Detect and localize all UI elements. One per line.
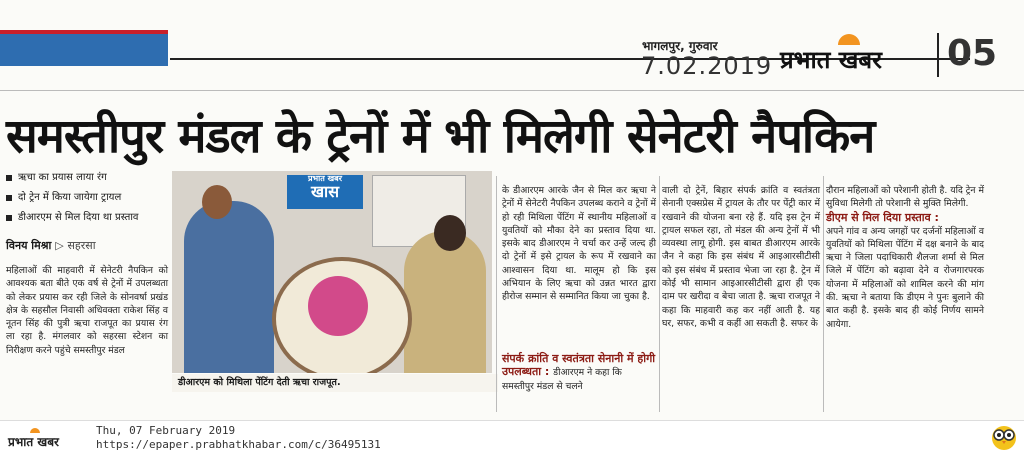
- photo-caption: डीआरएम को मिथिला पेंटिंग देती ऋचा राजपूत.: [172, 374, 498, 392]
- issue-date: 7.02.2019: [641, 52, 773, 80]
- byline-location-arrow-icon: ▷: [55, 239, 64, 252]
- article-column-2: के डीआरएम आरके जैन से मिल कर ऋचा ने ट्रेनों में सेनेटरी नैपकिन उपलब्ध कराने व ट्रेनों में हो रही मिथिला पेंटिंग में स्थानीय महिलाओं व युवतियों को मौका देने का प्रस्ताव दिया था. इसके बाद डीआरएम ने चर्चा कर उन्हें जल्द ही दो ट्रेनों में इसे ट्रायल के रूप में रखवाने का आश्वासन दिया था. मालूम हो कि इस अभियान के लिए ऋचा को उन्नत भारत द्वारा हीरोज सम्मान से सम्मानित किया जा चुका है.: [502, 185, 656, 303]
- page-number: 05: [947, 33, 998, 74]
- article-column-4: दौरान महिलाओं को परेशानी होती है. यदि ट्रेन में सुविधा मिलेगी तो परेशानी से मुक्ति मिलेगी. डीएम से मिल दिया प्रस्ताव : अपने गांव व अन्य जगहों पर दर्जनों महिलाओं व युवतियों को मिथिला पेंटिंग में दक्ष बनाने के बाद ऋचा ने जिला पदाधिकारी शैलजा शर्मा से मिल जिले में पेंटिंग को बढ़ावा देने व रोजगारपरक योजना में महिलाओं को शामिल करने की मांग की. ऋचा ने बताया कि डीएम ने पुनः बुलाने की बात कही है. इसके बाद ही कोई निर्णय सामने आयेगा.: [826, 185, 984, 330]
- khas-badge: [287, 175, 363, 209]
- highlights-list: [6, 168, 172, 228]
- bullet-icon: [6, 175, 12, 181]
- header-separator: [937, 33, 939, 77]
- footer-url[interactable]: https://epaper.prabhatkhabar.com/c/36495131: [96, 438, 381, 451]
- subhead-sampark-kranti: संपर्क क्रांति व स्वतंत्रता सेनानी में होगी उपलब्धता : डीआरएम ने कहा कि समस्तीपुर मंडल से चलने: [502, 352, 656, 392]
- headline: समस्तीपुर मंडल के ट्रेनों में भी मिलेगी सेनेटरी नैपकिन: [6, 109, 875, 164]
- article-photo: [172, 171, 492, 373]
- painting-flower-icon: [308, 276, 368, 336]
- article-column-3: वाली दो ट्रेनें, बिहार संपर्क क्रांति व स्वतंत्रता सेनानी एक्सप्रेस में ट्रायल के तौर पर पेंट्री कार में रखवाने की योजना बना रहे हैं. यदि इस ट्रेन में ट्रायल सफल रहा, तो मंडल की अन्य ट्रेनों में भी व्यवस्था लागू होगी. इस बाबत डीआरएम आरके जैन ने कहा कि इस संबंध में आइआरसीटीसी को इस संबंध में प्रस्ताव भेजा जा रहा है. ट्रेन में कोई भी सामान आइआरसीटीसी द्वारा ही एक दाम पर खरीदा व बेचा जाता है. ऋचा राजपूत ने कहा कि माहवारी कह कर नहीं आती है. यह घर, सफर, कभी व कहीं आ सकती है. सफर के: [662, 185, 820, 329]
- article-column-1: महिलाओं की माहवारी में सेनेटरी नैपकिन को आवश्यक बता बीते एक वर्ष से ट्रेनों में उपलब्धता को लेकर प्रयास कर रही जिले के सोनवर्षा प्रखंड क्षेत्र के सहसौल निवासी अधिवक्ता राकेश सिंह व नूतन सिंह की पुत्री ऋचा राजपूत का प्रयास रंग ला रहा है. मंगलवार को सहरसा स्टेशन का निरीक्षण करने पहुंचे समस्तीपुर मंडल: [6, 265, 168, 356]
- epaper-footer: [0, 420, 1024, 453]
- owl-icon[interactable]: [990, 421, 1018, 451]
- footer-brand: प्रभात खबर: [8, 435, 59, 449]
- footer-date: Thu, 07 February 2019: [96, 424, 236, 437]
- dateline: भागलपुर, गुरुवार: [642, 39, 718, 53]
- list-item: दो ट्रेन में किया जायेगा ट्रायल: [6, 188, 172, 208]
- header-band: [0, 30, 168, 66]
- bullet-icon: [6, 215, 12, 221]
- byline: [6, 238, 96, 253]
- bullet-icon: [6, 195, 12, 201]
- subhead-dm-proposal: डीएम से मिल दिया प्रस्ताव :: [826, 210, 939, 224]
- list-item: ऋचा का प्रयास लाया रंग: [6, 168, 172, 188]
- list-item: डीआरएम से मिल दिया था प्रस्ताव: [6, 208, 172, 228]
- brand-logo: प्रभात खबर: [780, 46, 882, 74]
- khas-badge-brand: प्रभात खबर: [308, 174, 342, 183]
- byline-location: सहरसा: [67, 239, 96, 252]
- headline-rule: [0, 90, 1024, 91]
- khas-badge-label: खास: [310, 182, 340, 201]
- person-drm: [184, 201, 274, 373]
- person-richa: [404, 231, 486, 373]
- header-accent: [0, 30, 168, 34]
- byline-author: विनय मिश्रा: [6, 239, 52, 252]
